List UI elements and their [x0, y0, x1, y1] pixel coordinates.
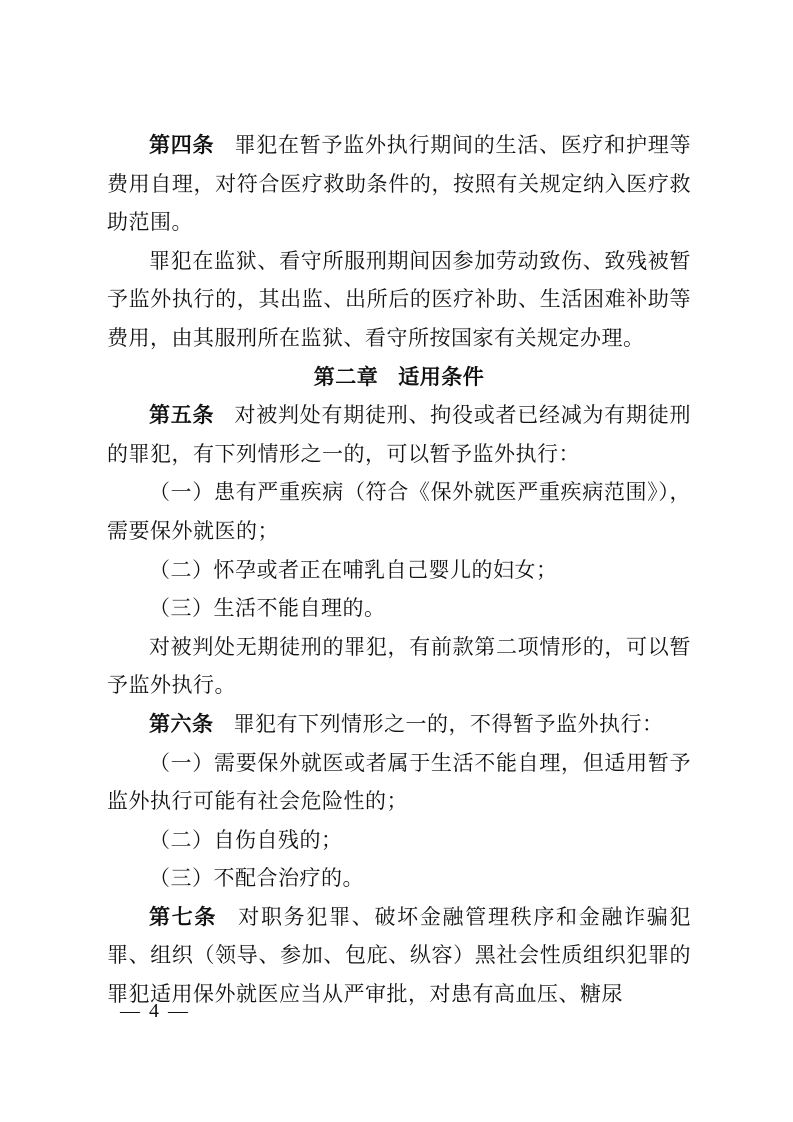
article-number: 第五条 — [149, 403, 215, 428]
list-item: （三）生活不能自理的。 — [149, 596, 386, 621]
chapter-number: 第二章 — [313, 364, 379, 389]
page-number: — 4 — — [120, 1000, 190, 1022]
article-5 — [107, 396, 691, 473]
article-text: 罪犯有下列情形之一的，不得暂予监外执行： — [233, 711, 664, 736]
list-item: （三）不配合治疗的。 — [149, 866, 364, 891]
list-item: （二）怀孕或者正在哺乳自己婴儿的妇女； — [149, 557, 558, 582]
list-item: （一）需要保外就医或者属于生活不能自理，但适用暂予监外执行可能有社会危险性的； — [107, 750, 691, 814]
chapter-title: 适用条件 — [398, 364, 485, 389]
paragraph: 罪犯在监狱、看守所服刑期间因参加劳动致伤、致残被暂予监外执行的，其出监、出所后的医疗补助、生活困难补助等费用，由其服刑所在监狱、看守所按国家有关规定办理。 — [107, 248, 691, 350]
article-7 — [107, 898, 691, 1014]
article-text: 对被判处有期徒刑、拘役或者已经减为有期徒刑的罪犯，有下列情形之一的，可以暂予监外执行： — [107, 403, 691, 466]
article-text: 罪犯在暂予监外执行期间的生活、医疗和护理等费用自理，对符合医疗救助条件的，按照有关规定纳入医疗救助范围。 — [107, 133, 691, 235]
article-number: 第四条 — [149, 133, 215, 157]
article-text: 对职务犯罪、破坏金融管理秩序和金融诈骗犯罪、组织（领导、参加、包庇、纵容）黑社会性质组织犯罪的罪犯适用保外就医应当从严审批，对患有高血压、糖尿 — [107, 904, 692, 1007]
article-number: 第六条 — [149, 711, 214, 736]
article-6 — [107, 705, 691, 744]
list-item: （一）患有严重疾病（符合《保外就医严重疾病范围》），需要保外就医的； — [107, 480, 691, 543]
document-body — [107, 126, 691, 1014]
article-4 — [107, 126, 691, 242]
chapter-heading — [107, 358, 691, 397]
paragraph: 对被判处无期徒刑的罪犯，有前款第二项情形的，可以暂予监外执行。 — [107, 634, 691, 698]
list-item: （二）自伤自残的； — [149, 827, 343, 852]
article-number: 第七条 — [149, 904, 218, 929]
